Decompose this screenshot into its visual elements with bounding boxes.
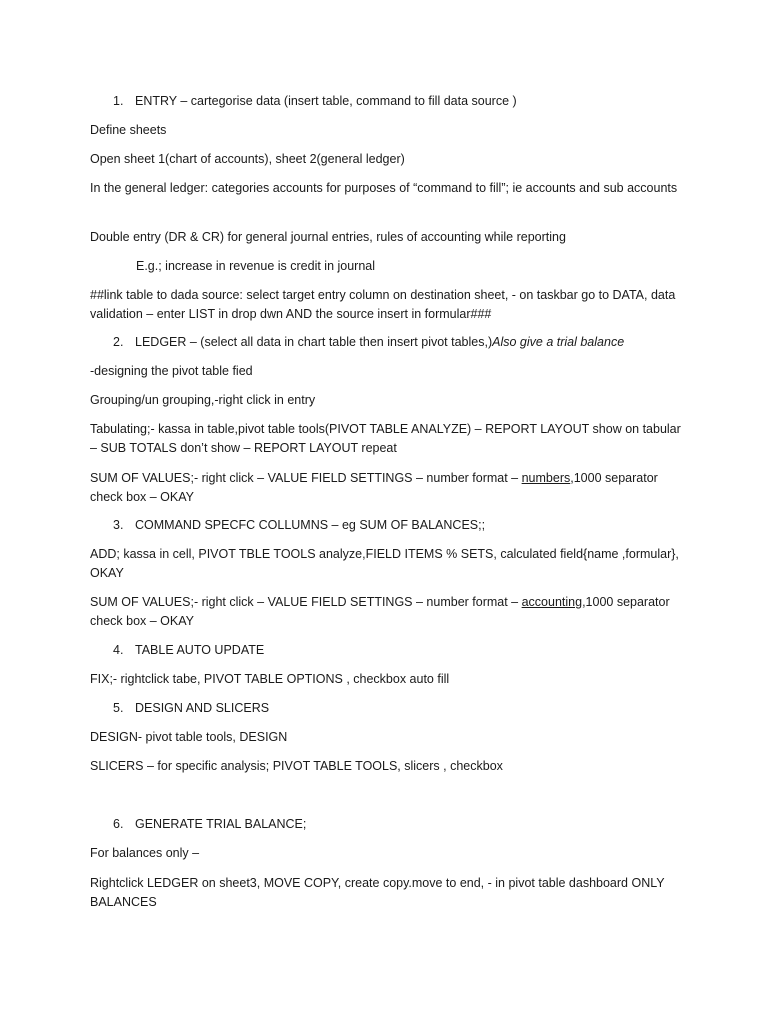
- paragraph-fix: FIX;- rightclick tabe, PIVOT TABLE OPTIONS , checkbox auto fill: [90, 672, 450, 686]
- paragraph-link-table: ##link table to dada source: select target entry column on destination sheet, - on taskbar go to DATA, data validation – enter LIST in drop dwn AND the source insert in formular###: [90, 288, 676, 321]
- paragraph-define-sheets: Define sheets: [90, 123, 167, 137]
- list-number: 3.: [113, 518, 124, 532]
- list-text: TABLE AUTO UPDATE: [135, 643, 265, 657]
- list-text: DESIGN AND SLICERS: [135, 701, 270, 715]
- paragraph-slicers: SLICERS – for specific analysis; PIVOT TABLE TOOLS, slicers , checkbox: [90, 759, 503, 773]
- text-segment: ,1000 separator check box – OKAY: [90, 595, 670, 628]
- list-text: COMMAND SPECFC COLLUMNS – eg SUM OF BALANCES;;: [135, 518, 486, 532]
- list-item-1: [113, 92, 705, 111]
- list-number: 4.: [113, 643, 124, 657]
- text-segment: ,1000 separator check box – OKAY: [90, 471, 658, 504]
- paragraph-sum-values-numbers: [90, 469, 682, 507]
- paragraph-design: DESIGN- pivot table tools, DESIGN: [90, 730, 288, 744]
- paragraph-designing: -designing the pivot table fied: [90, 364, 253, 378]
- list-text-italic: Also give a trial balance: [492, 335, 625, 349]
- text-segment: SUM OF VALUES;- right click – VALUE FIELD SETTINGS – number format –: [90, 595, 522, 609]
- list-number: 2.: [113, 335, 124, 349]
- list-item-6: [113, 815, 705, 834]
- paragraph-grouping: Grouping/un grouping,-right click in entry: [90, 393, 316, 407]
- list-item-2: [113, 333, 705, 352]
- paragraph-add: ADD; kassa in cell, PIVOT TBLE TOOLS analyze,FIELD ITEMS % SETS, calculated field{name ,formular}, OKAY: [90, 547, 679, 580]
- text-segment: SUM OF VALUES;- right click – VALUE FIELD SETTINGS – number format –: [90, 471, 522, 485]
- paragraph-double-entry: Double entry (DR & CR) for general journal entries, rules of accounting while reporting: [90, 230, 566, 244]
- paragraph-example: E.g.; increase in revenue is credit in journal: [136, 259, 376, 273]
- paragraph-balances: For balances only –: [90, 846, 200, 860]
- paragraph-tabulating: Tabulating;- kassa in table,pivot table tools(PIVOT TABLE ANALYZE) – REPORT LAYOUT show on tabular – SUB TOTALS don’t show – REPORT LAYOUT repeat: [90, 422, 681, 455]
- list-text: ENTRY – cartegorise data (insert table, command to fill data source ): [135, 94, 517, 108]
- underlined-text: accounting: [521, 595, 583, 609]
- list-text: LEDGER – (select all data in chart table then insert pivot tables,): [135, 335, 493, 349]
- list-item-5: [113, 699, 705, 718]
- list-number: 1.: [113, 94, 124, 108]
- list-item-4: [113, 641, 705, 660]
- list-number: 6.: [113, 817, 124, 831]
- list-number: 5.: [113, 701, 124, 715]
- list-text: GENERATE TRIAL BALANCE;: [135, 817, 307, 831]
- paragraph-sum-values-accounting: [90, 593, 682, 631]
- list-item-3: [113, 516, 705, 535]
- paragraph-rightclick-ledger: Rightclick LEDGER on sheet3, MOVE COPY, create copy.move to end, - in pivot table dashboard ONLY BALANCES: [90, 876, 665, 909]
- paragraph-open-sheet: Open sheet 1(chart of accounts), sheet 2(general ledger): [90, 152, 405, 166]
- underlined-text: numbers: [521, 471, 571, 485]
- paragraph-general-ledger: In the general ledger: categories accounts for purposes of “command to fill”; ie accounts and sub accounts: [90, 181, 678, 195]
